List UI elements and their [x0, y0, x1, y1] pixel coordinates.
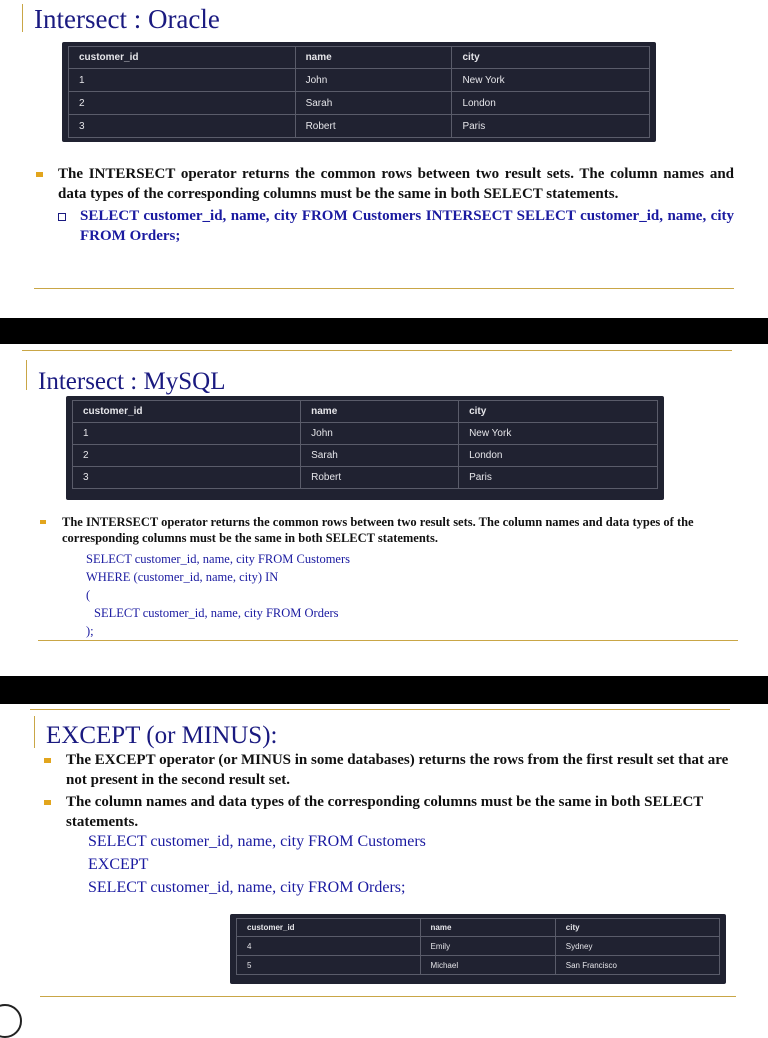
table-cell: 1 — [69, 69, 296, 92]
column-header: customer_id — [237, 919, 421, 937]
header-divider — [22, 350, 732, 351]
table-cell: Sarah — [301, 445, 459, 467]
column-header: customer_id — [69, 47, 296, 69]
code-line: ( — [86, 588, 91, 602]
bullet-list — [38, 514, 734, 546]
bullet-text: The column names and data types of the corresponding columns must be the same in both SELECT statements. — [66, 794, 704, 830]
column-header: city — [452, 47, 650, 69]
table-cell: 4 — [237, 937, 421, 956]
bullet-text: The INTERSECT operator returns the common rows between two result sets. The column names and data types of the corresponding columns must be the same in both SELECT statements. — [62, 515, 694, 545]
table-cell: New York — [452, 69, 650, 92]
table-cell: 3 — [69, 115, 296, 138]
footer-divider — [34, 288, 734, 289]
corner-badge-icon — [0, 1004, 22, 1038]
table-cell: Sarah — [295, 92, 452, 115]
sql-code-block — [86, 550, 350, 640]
slide-mysql — [0, 344, 768, 676]
title-accent-bar — [26, 360, 27, 390]
column-header: name — [295, 47, 452, 69]
header-divider — [30, 709, 730, 710]
slide-title: Intersect : Oracle — [34, 4, 220, 34]
list-item — [42, 750, 732, 790]
code-line: SELECT customer_id, name, city FROM Customers — [86, 552, 350, 566]
bullet-icon — [44, 758, 51, 763]
bullet-icon — [40, 520, 46, 524]
list-item — [38, 514, 734, 546]
table-cell: 1 — [73, 423, 301, 445]
column-header: name — [420, 919, 555, 937]
result-table — [230, 914, 726, 984]
hollow-bullet-icon — [58, 213, 66, 221]
column-header: city — [459, 401, 658, 423]
code-line: WHERE (customer_id, name, city) IN — [86, 570, 279, 584]
table-cell: Emily — [420, 937, 555, 956]
footer-divider — [40, 996, 736, 997]
table-cell: Sydney — [555, 937, 719, 956]
result-table — [62, 42, 656, 142]
bullet-text: The INTERSECT operator returns the common rows between two result sets. The column names and data types of the corresponding columns must be the same in both SELECT statements. — [58, 166, 734, 202]
table-cell: Paris — [459, 467, 658, 489]
title-accent-bar — [22, 4, 23, 32]
table-cell: San Francisco — [555, 956, 719, 975]
slide-title: EXCEPT (or MINUS): — [46, 722, 278, 749]
footer-divider — [38, 640, 738, 641]
table-cell: 2 — [69, 92, 296, 115]
slide-separator — [0, 318, 768, 344]
bullet-list — [42, 750, 732, 832]
slide-title: Intersect : MySQL — [38, 368, 226, 395]
column-header: customer_id — [73, 401, 301, 423]
table-cell: 2 — [73, 445, 301, 467]
code-line: ); — [86, 624, 94, 638]
sub-list-item — [58, 206, 734, 246]
bullet-text: The EXCEPT operator (or MINUS in some databases) returns the rows from the first result set that are not present in the second result set. — [66, 752, 729, 788]
table-cell: London — [459, 445, 658, 467]
table-cell: London — [452, 92, 650, 115]
table-cell: 5 — [237, 956, 421, 975]
table-cell: Paris — [452, 115, 650, 138]
bullet-icon — [36, 172, 43, 177]
list-item — [42, 792, 732, 832]
bullet-icon — [44, 800, 51, 805]
table-cell: John — [295, 69, 452, 92]
slide-except — [0, 704, 768, 1024]
code-line: SELECT customer_id, name, city FROM Orders — [94, 606, 339, 620]
code-line: SELECT customer_id, name, city FROM Orders; — [88, 879, 406, 896]
result-table — [66, 396, 664, 500]
slide-oracle — [0, 0, 768, 318]
table-cell: Robert — [295, 115, 452, 138]
code-line: EXCEPT — [88, 856, 149, 873]
table-cell: John — [301, 423, 459, 445]
column-header: city — [555, 919, 719, 937]
sql-code: SELECT customer_id, name, city FROM Customers INTERSECT SELECT customer_id, name, city FROM Orders; — [80, 208, 734, 244]
table-cell: Michael — [420, 956, 555, 975]
list-item — [34, 164, 734, 246]
code-line: SELECT customer_id, name, city FROM Customers — [88, 833, 426, 850]
sql-code-block — [88, 830, 426, 899]
table-cell: New York — [459, 423, 658, 445]
table-cell: Robert — [301, 467, 459, 489]
column-header: name — [301, 401, 459, 423]
slide-separator — [0, 676, 768, 704]
bullet-list — [34, 164, 734, 246]
table-cell: 3 — [73, 467, 301, 489]
title-accent-bar — [34, 716, 35, 748]
